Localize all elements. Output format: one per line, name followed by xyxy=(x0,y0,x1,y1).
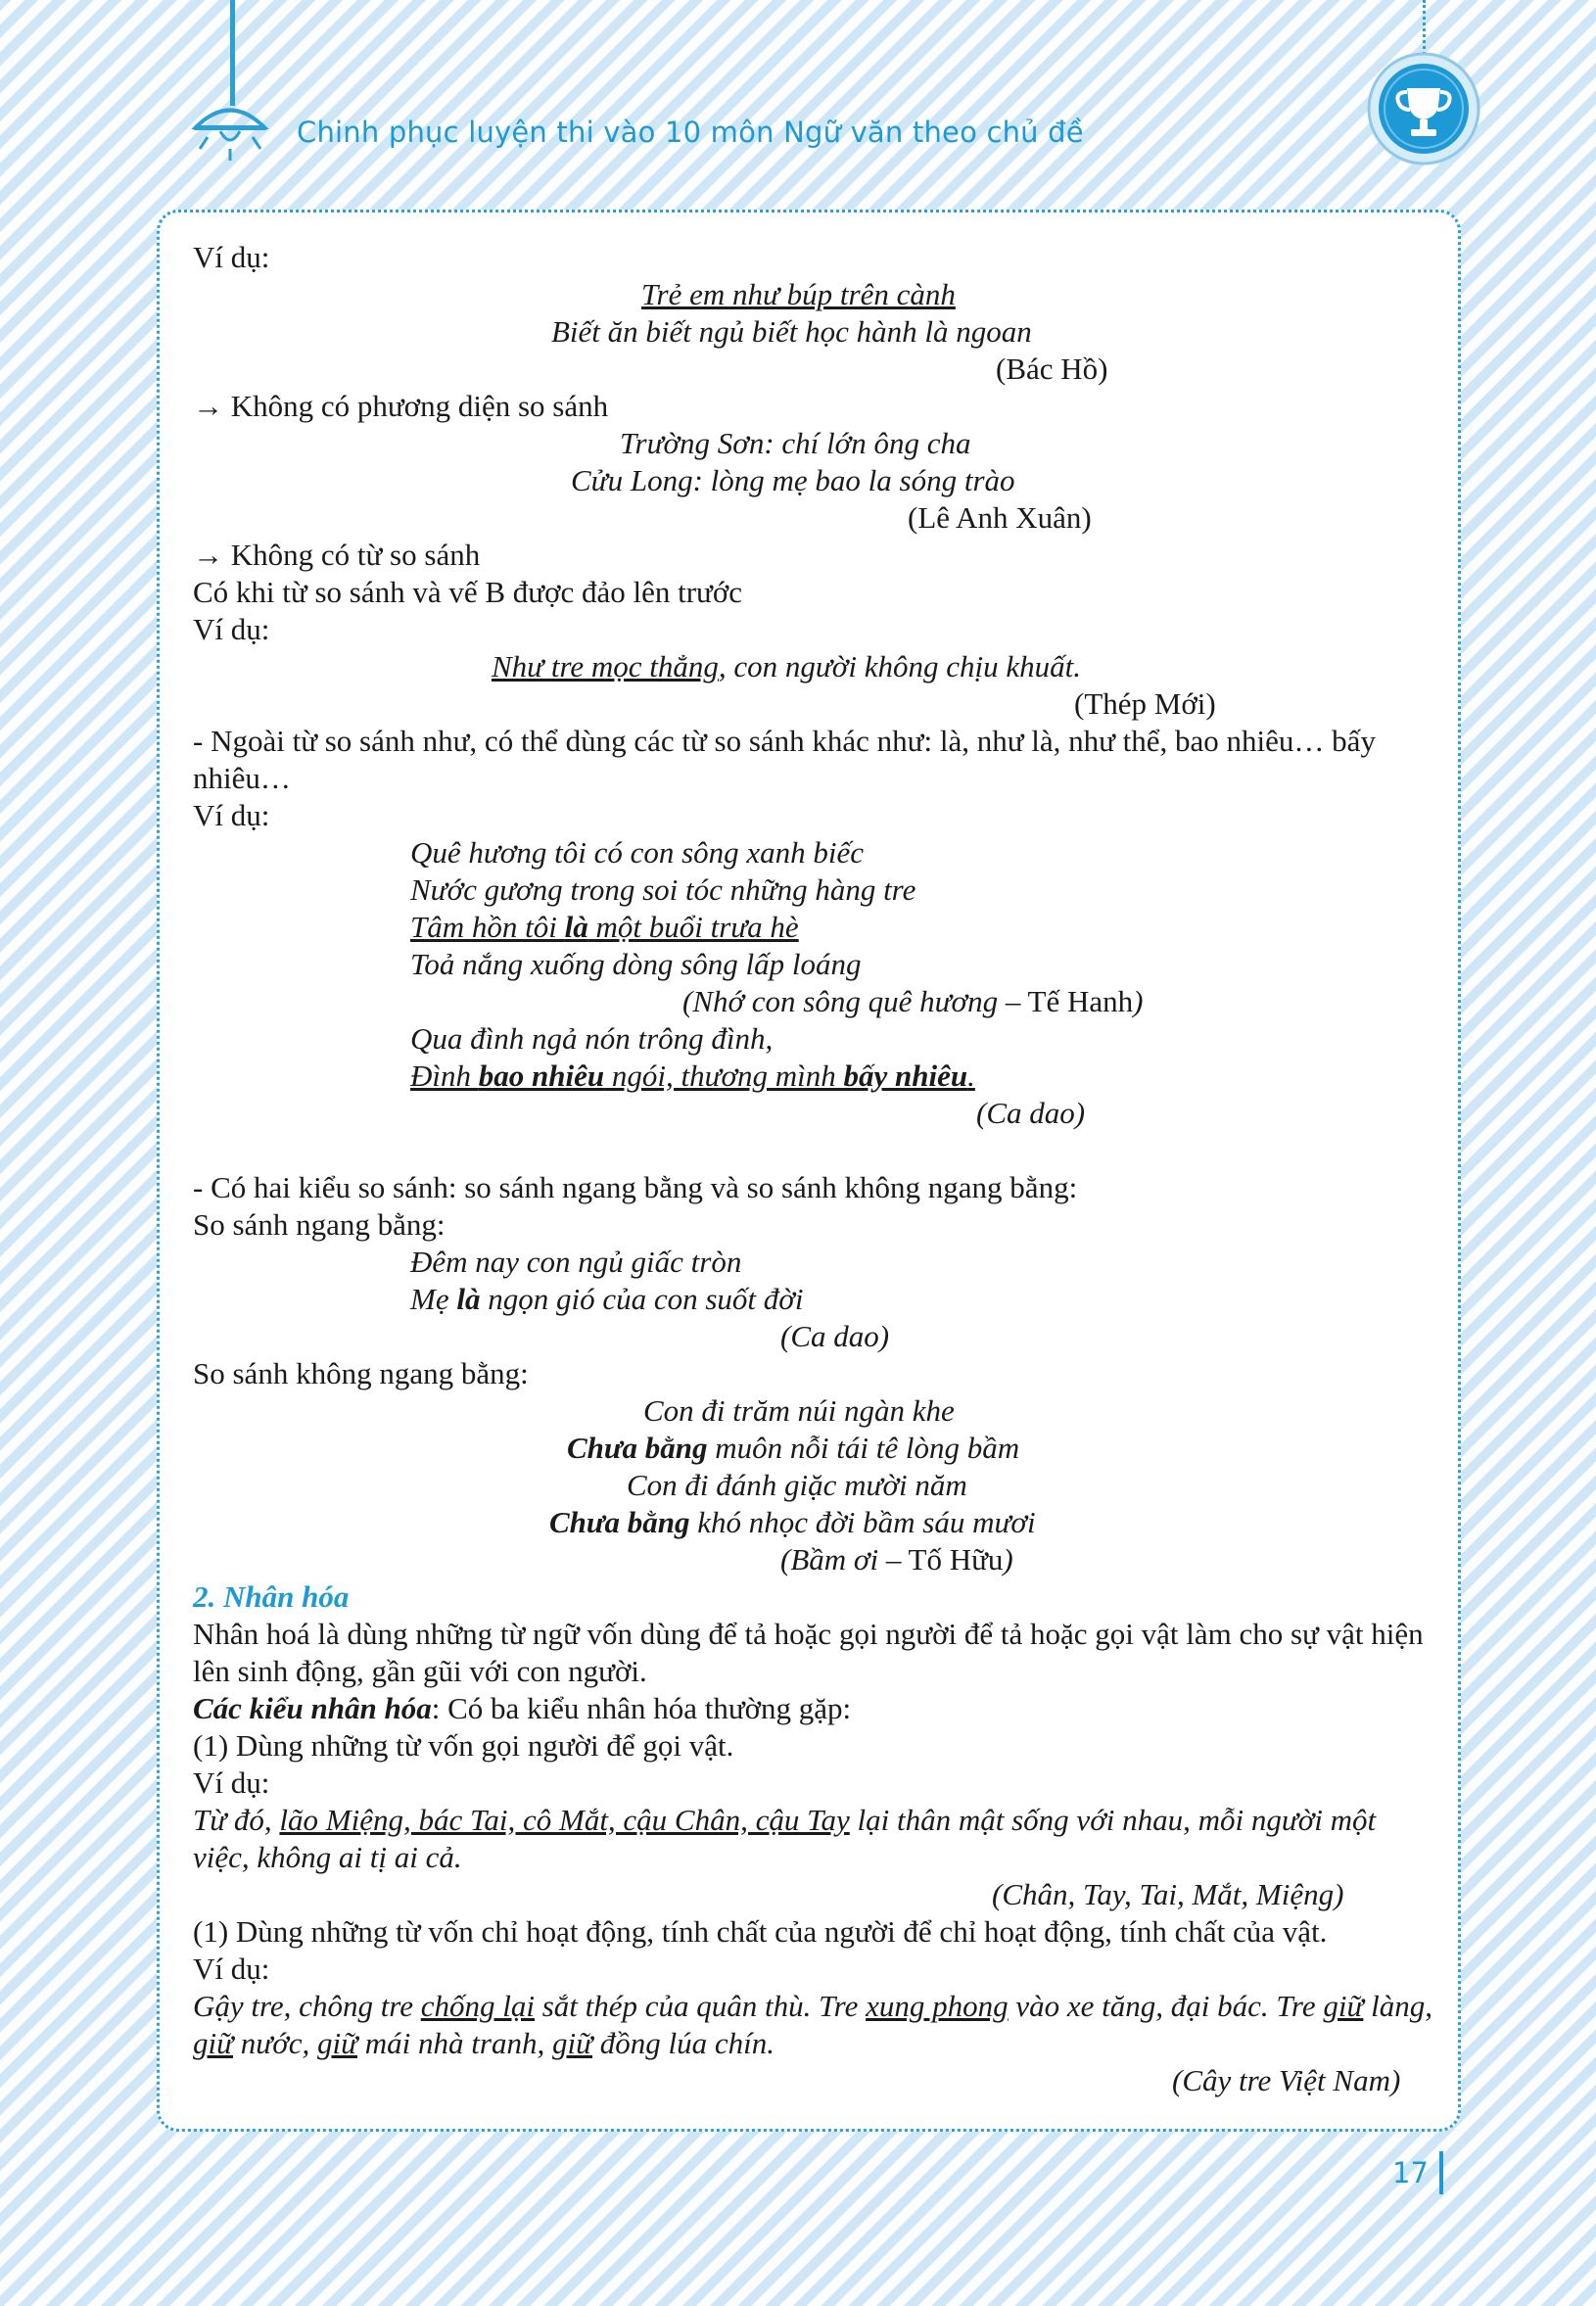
text-line: Ví dụ: xyxy=(193,612,270,646)
text-span: Gậy tre, chông tre xyxy=(193,1989,421,2023)
underlined-text: xung phong xyxy=(866,1989,1009,2023)
page-number: 17 xyxy=(1392,2156,1429,2189)
underlined-text: giữ xyxy=(1323,1989,1364,2023)
underlined-text xyxy=(410,910,799,944)
text-span: Từ đó, xyxy=(193,1803,280,1837)
paragraph xyxy=(193,1988,1436,2062)
bold-text: Chưa bằng xyxy=(549,1505,690,1539)
text-span: làng, xyxy=(1363,1989,1432,2023)
text-span: ) xyxy=(1003,1542,1013,1577)
poem-line: Toả nắng xuống dòng sông lấp loáng xyxy=(410,947,862,981)
text-span: Tâm hồn tôi xyxy=(410,910,565,944)
text-line: So sánh không ngang bằng: xyxy=(193,1356,529,1390)
underlined-text: giữ xyxy=(193,2026,234,2060)
underlined-text: giữ xyxy=(551,2026,592,2060)
text-span: , con người không chịu khuất. xyxy=(718,649,1081,683)
content-body xyxy=(193,239,1436,2099)
paragraph: - Ngoài từ so sánh như, có thể dùng các từ so sánh khác như: là, như là, như thể, bao nhiêu… bấy nhiêu… xyxy=(193,724,1376,795)
text-line: Ví dụ: xyxy=(193,798,270,832)
text-span: đồng lúa chín. xyxy=(592,2026,775,2060)
bold-text: Các kiểu nhân hóa xyxy=(193,1691,432,1725)
decorative-dotted-line xyxy=(1423,0,1426,55)
header-title: Chinh phục luyện thi vào 10 môn Ngữ văn theo chủ đề xyxy=(297,116,1084,149)
underlined-text xyxy=(410,1059,975,1093)
poem-line: Trường Sơn: chí lớn ông cha xyxy=(620,426,971,460)
poem-line xyxy=(193,276,1436,313)
citation: (Thép Mới) xyxy=(1074,686,1216,721)
citation xyxy=(193,983,1436,1020)
text-line xyxy=(193,1690,1436,1727)
text-span: vào xe tăng, đại bác. Tre xyxy=(1008,1989,1324,2023)
bold-text: bấy nhiêu xyxy=(843,1059,968,1093)
underlined-text: lão Miệng, bác Tai, cô Mắt, cậu Chân, cậu Tay xyxy=(279,1803,850,1837)
trophy-icon xyxy=(1366,51,1481,166)
text-line: (1) Dùng những từ vốn gọi người để gọi vật. xyxy=(193,1728,734,1763)
lamp-cord xyxy=(230,0,235,106)
text-line: - Có hai kiểu so sánh: so sánh ngang bằng và so sánh không ngang bằng: xyxy=(193,1170,1078,1204)
poem-line xyxy=(193,1504,1436,1541)
text-span: – Tế Hanh xyxy=(998,984,1134,1018)
poem-line: Biết ăn biết ngủ biết học hành là ngoan xyxy=(551,314,1032,349)
text-line: Ví dụ: xyxy=(193,1765,270,1800)
poem-line: Quê hương tôi có con sông xanh biếc xyxy=(410,835,865,870)
poem-line: Con đi đánh giặc mười năm xyxy=(627,1468,967,1502)
bold-text: bao nhiêu xyxy=(478,1059,605,1093)
poem-line xyxy=(193,1281,1436,1318)
text-span: : Có ba kiểu nhân hóa thường gặp: xyxy=(431,1691,852,1725)
text-span: Mẹ xyxy=(410,1282,457,1316)
text-line: (1) Dùng những từ vốn chỉ hoạt động, tính chất của người để chỉ hoạt động, tính chất của vật. xyxy=(193,1914,1328,1949)
citation: (Chân, Tay, Tai, Mắt, Miệng) xyxy=(992,1877,1344,1911)
text-span: . xyxy=(967,1059,975,1093)
underlined-text: chống lại xyxy=(420,1989,535,2023)
text-span: lại thân mật sống với nhau, mỗi người một việc, không ai tị ai cả. xyxy=(193,1803,1377,1874)
text-line: So sánh ngang bằng: xyxy=(193,1207,446,1242)
section-heading: 2. Nhân hóa xyxy=(193,1579,350,1614)
paragraph: Nhân hoá là dùng những từ ngữ vốn dùng để tả hoặc gọi người để tả hoặc gọi vật làm cho sự vật hiện lên sinh động, gần gũi với con người. xyxy=(193,1617,1424,1688)
text-span: ngói, thương mình xyxy=(604,1059,844,1093)
bold-text: Chưa bằng xyxy=(567,1431,708,1465)
poem-line: Cửu Long: lòng mẹ bao la sóng trào xyxy=(571,463,1015,497)
citation xyxy=(193,1541,1436,1578)
paragraph xyxy=(193,1802,1436,1876)
text-line: Ví dụ: xyxy=(193,240,270,274)
poem-line: Qua đình ngả nón trông đình, xyxy=(410,1021,774,1056)
text-span: nước, xyxy=(233,2026,317,2060)
poem-line xyxy=(193,648,1436,685)
poem-line xyxy=(193,909,1436,946)
poem-line: Con đi trăm núi ngàn khe xyxy=(643,1393,955,1428)
text-span: ngọn gió của con suốt đời xyxy=(480,1282,804,1316)
citation: (Ca dao) xyxy=(780,1319,890,1353)
text-span: ) xyxy=(1133,984,1144,1018)
citation: (Lê Anh Xuân) xyxy=(908,500,1092,535)
poem-line: Đêm nay con ngủ giấc tròn xyxy=(410,1245,742,1279)
citation: (Cây tre Việt Nam) xyxy=(1172,2063,1401,2097)
text-line: → Không có phương diện so sánh xyxy=(193,389,609,423)
citation: (Ca dao) xyxy=(976,1096,1086,1130)
underlined-text: Trẻ em như búp trên cành xyxy=(641,277,956,311)
spacer xyxy=(193,1132,1436,1169)
bold-text: là xyxy=(456,1282,481,1316)
text-span: mái nhà tranh, xyxy=(357,2026,552,2060)
poem-line xyxy=(193,1058,1436,1095)
lamp-icon xyxy=(186,98,274,166)
text-line: Ví dụ: xyxy=(193,1952,270,1986)
underlined-text: giữ xyxy=(317,2026,358,2060)
text-line: → Không có từ so sánh xyxy=(193,538,481,572)
text-span: khó nhọc đời bầm sáu mươi xyxy=(689,1505,1036,1539)
text-span: một buổi trưa hè xyxy=(587,910,799,944)
page-number-bar xyxy=(1439,2151,1443,2194)
citation: (Bác Hồ) xyxy=(996,352,1108,386)
text-span: sắt thép của quân thù. Tre xyxy=(534,1989,867,2023)
text-line: Có khi từ so sánh và vế B được đảo lên trước xyxy=(193,575,743,609)
text-span: – Tố Hữu xyxy=(878,1542,1004,1577)
text-span: muôn nỗi tái tê lòng bầm xyxy=(707,1431,1020,1465)
text-span: (Bầm ơi xyxy=(780,1542,879,1577)
underlined-text: Như tre mọc thẳng xyxy=(492,649,719,683)
bold-text: là xyxy=(564,910,588,944)
text-span: Đình xyxy=(410,1059,479,1093)
text-span: (Nhớ con sông quê hương xyxy=(682,984,999,1018)
poem-line: Nước gương trong soi tóc những hàng tre xyxy=(410,872,916,907)
poem-line xyxy=(193,1430,1436,1467)
